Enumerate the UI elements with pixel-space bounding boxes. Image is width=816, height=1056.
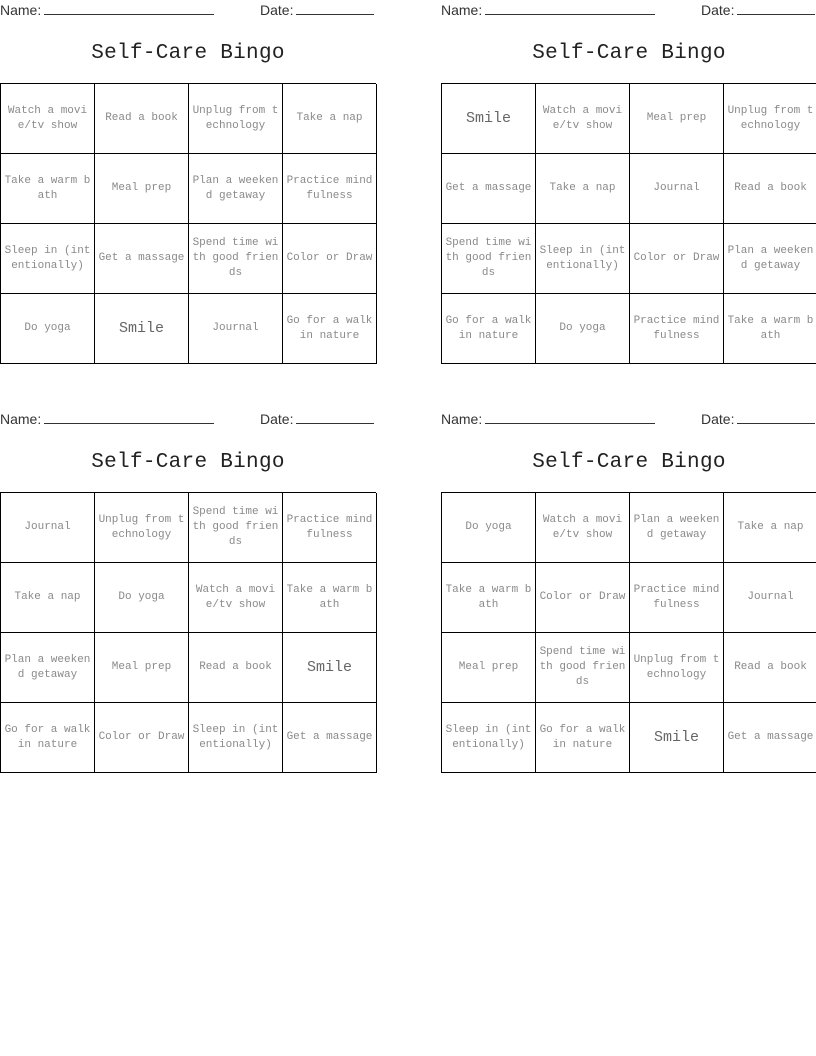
bingo-grid (0, 83, 376, 364)
bingo-grid (441, 83, 816, 364)
bingo-cell[interactable]: Watch a movie/tv show (536, 493, 630, 563)
bingo-cell[interactable]: Practice mindfulness (630, 294, 724, 364)
bingo-cell[interactable]: Get a massage (724, 703, 816, 773)
bingo-cell[interactable]: Go for a walk in nature (442, 294, 536, 364)
bingo-cell[interactable]: Get a massage (442, 154, 536, 224)
date-field[interactable]: Date: (701, 411, 815, 427)
date-blank-line (296, 411, 374, 424)
bingo-cell[interactable]: Practice mindfulness (283, 493, 377, 563)
bingo-cell[interactable]: Go for a walk in nature (536, 703, 630, 773)
bingo-cell[interactable]: Spend time with good friends (536, 633, 630, 703)
bingo-card-2 (441, 0, 816, 364)
bingo-cell[interactable]: Journal (630, 154, 724, 224)
bingo-cell[interactable]: Take a nap (1, 563, 95, 633)
bingo-cell[interactable]: Sleep in (intentionally) (536, 224, 630, 294)
date-blank-line (737, 411, 815, 424)
bingo-cell[interactable]: Watch a movie/tv show (536, 84, 630, 154)
name-blank-line (485, 411, 655, 424)
bingo-cell[interactable]: Go for a walk in nature (283, 294, 377, 364)
bingo-cell[interactable]: Color or Draw (536, 563, 630, 633)
bingo-cell[interactable]: Plan a weekend getaway (724, 224, 816, 294)
card-header (441, 0, 816, 22)
bingo-cell[interactable]: Journal (724, 563, 816, 633)
bingo-cell[interactable]: Watch a movie/tv show (1, 84, 95, 154)
bingo-cell[interactable]: Color or Draw (630, 224, 724, 294)
bingo-cell[interactable]: Practice mindfulness (630, 563, 724, 633)
card-header (0, 409, 376, 431)
card-title: Self-Care Bingo (532, 451, 726, 474)
card-header (0, 0, 376, 22)
bingo-cell[interactable]: Take a nap (724, 493, 816, 563)
bingo-cell[interactable]: Read a book (95, 84, 189, 154)
bingo-cell[interactable]: Meal prep (630, 84, 724, 154)
date-field[interactable]: Date: (701, 2, 815, 18)
card-title: Self-Care Bingo (532, 42, 726, 65)
bingo-cell[interactable]: Plan a weekend getaway (630, 493, 724, 563)
name-field[interactable]: Name: (441, 2, 655, 18)
bingo-cell[interactable]: Smile (283, 633, 377, 703)
card-title: Self-Care Bingo (91, 451, 285, 474)
card-header (441, 409, 816, 431)
bingo-cell[interactable]: Take a warm bath (724, 294, 816, 364)
bingo-cell[interactable]: Smile (95, 294, 189, 364)
bingo-cell[interactable]: Take a warm bath (1, 154, 95, 224)
bingo-cell[interactable]: Spend time with good friends (189, 493, 283, 563)
bingo-cell[interactable]: Journal (189, 294, 283, 364)
bingo-card-3 (0, 409, 376, 773)
bingo-cell[interactable]: Take a warm bath (283, 563, 377, 633)
bingo-cell[interactable]: Unplug from technology (189, 84, 283, 154)
bingo-cell[interactable]: Sleep in (intentionally) (189, 703, 283, 773)
bingo-cell[interactable]: Take a nap (536, 154, 630, 224)
bingo-cell[interactable]: Read a book (724, 154, 816, 224)
name-field[interactable]: Name: (0, 411, 214, 427)
bingo-cell[interactable]: Plan a weekend getaway (1, 633, 95, 703)
bingo-cell[interactable]: Journal (1, 493, 95, 563)
name-blank-line (44, 411, 214, 424)
bingo-cell[interactable]: Do yoga (536, 294, 630, 364)
bingo-cell[interactable]: Do yoga (1, 294, 95, 364)
date-blank-line (737, 2, 815, 15)
bingo-cell[interactable]: Smile (630, 703, 724, 773)
bingo-cell[interactable]: Read a book (189, 633, 283, 703)
bingo-cell[interactable]: Watch a movie/tv show (189, 563, 283, 633)
bingo-cell[interactable]: Get a massage (95, 224, 189, 294)
bingo-cell[interactable]: Unplug from technology (630, 633, 724, 703)
bingo-cell[interactable]: Read a book (724, 633, 816, 703)
bingo-card-4 (441, 409, 816, 773)
bingo-cell[interactable]: Spend time with good friends (189, 224, 283, 294)
date-field[interactable]: Date: (260, 411, 374, 427)
bingo-cell[interactable]: Sleep in (intentionally) (442, 703, 536, 773)
bingo-cell[interactable]: Color or Draw (283, 224, 377, 294)
bingo-cell[interactable]: Unplug from technology (95, 493, 189, 563)
bingo-grid (0, 492, 376, 773)
card-title: Self-Care Bingo (91, 42, 285, 65)
bingo-cell[interactable]: Go for a walk in nature (1, 703, 95, 773)
bingo-card-1 (0, 0, 376, 364)
bingo-cell[interactable]: Spend time with good friends (442, 224, 536, 294)
name-blank-line (44, 2, 214, 15)
bingo-cell[interactable]: Unplug from technology (724, 84, 816, 154)
bingo-cell[interactable]: Do yoga (95, 563, 189, 633)
bingo-cell[interactable]: Smile (442, 84, 536, 154)
bingo-cell[interactable]: Color or Draw (95, 703, 189, 773)
bingo-cell[interactable]: Take a nap (283, 84, 377, 154)
bingo-cell[interactable]: Meal prep (95, 154, 189, 224)
date-blank-line (296, 2, 374, 15)
bingo-cell[interactable]: Meal prep (95, 633, 189, 703)
bingo-cell[interactable]: Practice mindfulness (283, 154, 377, 224)
bingo-cell[interactable]: Do yoga (442, 493, 536, 563)
bingo-cell[interactable]: Plan a weekend getaway (189, 154, 283, 224)
bingo-cell[interactable]: Take a warm bath (442, 563, 536, 633)
bingo-cell[interactable]: Sleep in (intentionally) (1, 224, 95, 294)
bingo-grid (441, 492, 816, 773)
date-field[interactable]: Date: (260, 2, 374, 18)
bingo-cell[interactable]: Meal prep (442, 633, 536, 703)
name-blank-line (485, 2, 655, 15)
bingo-cell[interactable]: Get a massage (283, 703, 377, 773)
name-field[interactable]: Name: (441, 411, 655, 427)
name-field[interactable]: Name: (0, 2, 214, 18)
